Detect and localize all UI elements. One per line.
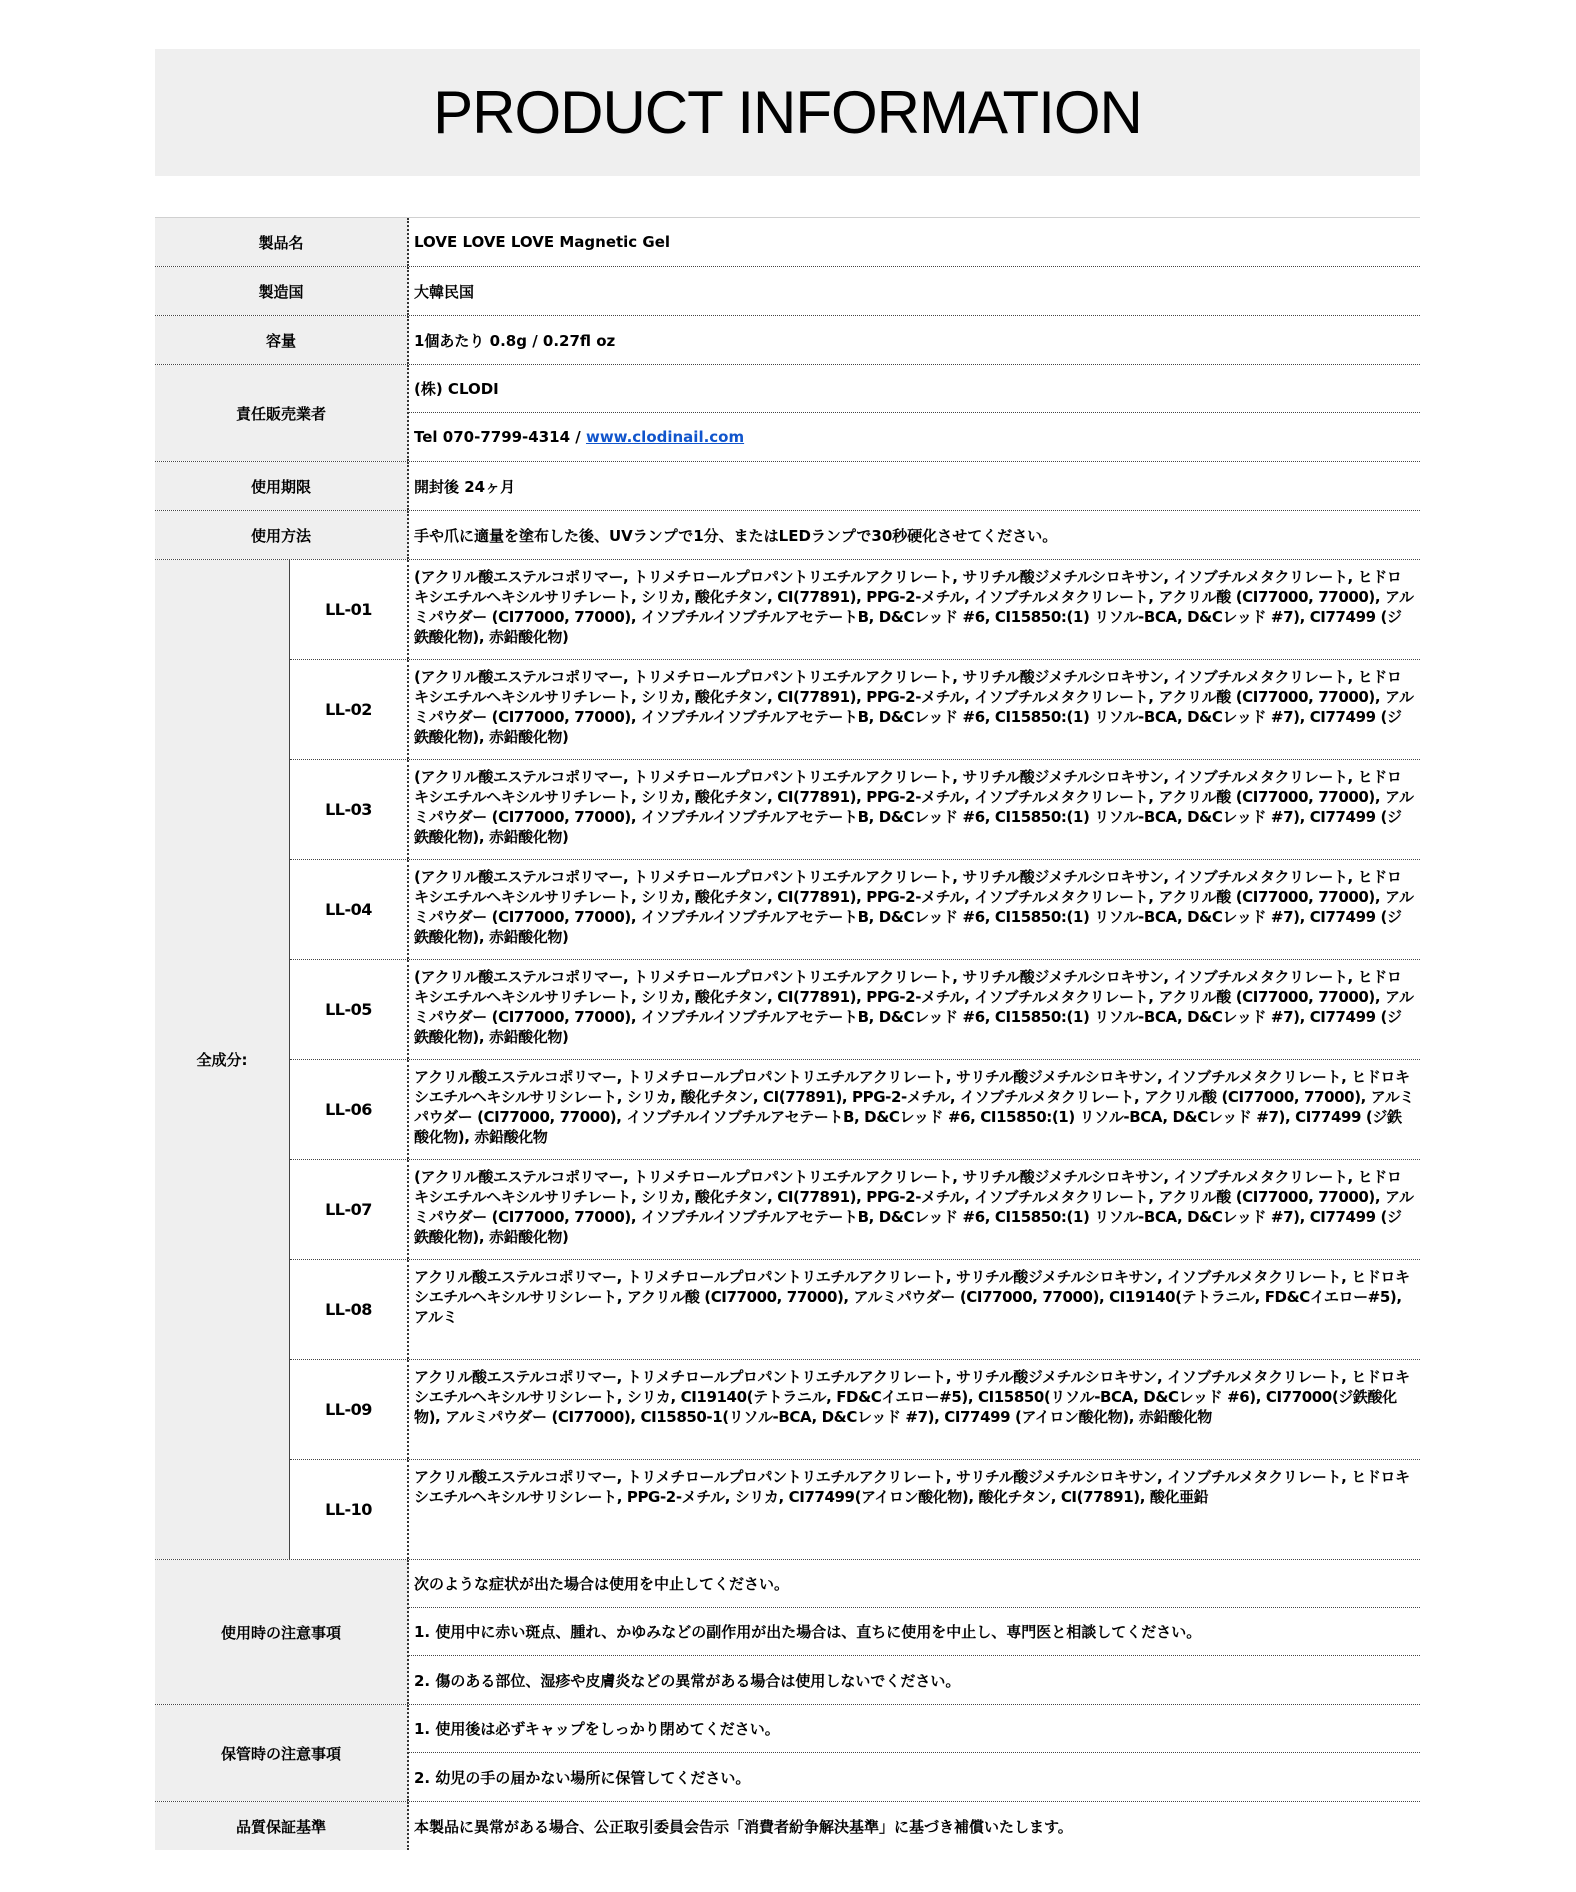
ingredient-text: (アクリル酸エステルコポリマー, トリメチロールプロパントリエチルアクリレート, サリチル酸ジメチルシロキサン, イソブチルメタクリレート, ヒドロキシエチルヘキシルサリチレート, シリカ, 酸化チタン, CI(77891), PPG-2-メチル, イソブチルメタクリレート, アクリル酸 (CI77000, 77000), アルミパウダー (CI77000, 77000), イソブチルイソブチルアセテートB, D&Cレッド #6, CI15850:(1) リソル-BCA, D&Cレッド #7), CI77499 (ジ鉄酸化物), 赤鉛酸化物) bbox=[414, 868, 1414, 946]
row-seller bbox=[155, 365, 1420, 462]
row-usage bbox=[155, 511, 1420, 560]
ingredient-text: (アクリル酸エステルコポリマー, トリメチロールプロパントリエチルアクリレート, サリチル酸ジメチルシロキサン, イソブチルメタクリレート, ヒドロキシエチルヘキシルサリチレート, シリカ, 酸化チタン, CI(77891), PPG-2-メチル, イソブチルメタクリレート, アクリル酸 (CI77000, 77000), アルミパウダー (CI77000, 77000), イソブチルイソブチルアセテートB, D&Cレッド #6, CI15850:(1) リソル-BCA, D&Cレッド #7), CI77499 (ジ鉄酸化物), 赤鉛酸化物) bbox=[414, 768, 1414, 846]
precaution-use-line: 1. 使用中に赤い斑点、腫れ、かゆみなどの副作用が出た場合は、直ちに使用を中止し、専門医と相談してください。 bbox=[409, 1608, 1420, 1656]
label-precautions-storage: 保管時の注意事項 bbox=[155, 1705, 409, 1801]
ingredient-text: アクリル酸エステルコポリマー, トリメチロールプロパントリエチルアクリレート, サリチル酸ジメチルシロキサン, イソブチルメタクリレート, ヒドロキシエチルヘキシルサリシレート, シリカ, 酸化チタン, CI(77891), PPG-2-メチル, イソブチルメタクリレート, アクリル酸 (CI77000, 77000), アルミパウダー (CI77000, 77000), イソブチルイソブチルアセテートB, D&Cレッド #6, CI15850:(1) リソル-BCA, D&Cレッド #7), CI77499 (ジ鉄酸化物), 赤鉛酸化物 bbox=[414, 1068, 1414, 1146]
ingredient-code: LL-05 bbox=[290, 960, 409, 1059]
value-usage: 手や爪に適量を塗布した後、UVランプで1分、またはLEDランプで30秒硬化させてください。 bbox=[414, 526, 1058, 545]
ingredient-code: LL-06 bbox=[290, 1060, 409, 1159]
value-country: 大韓民国 bbox=[414, 282, 475, 301]
ingredient-code: LL-07 bbox=[290, 1160, 409, 1259]
ingredient-code: LL-08 bbox=[290, 1260, 409, 1359]
label-ingredients: 全成分: bbox=[155, 560, 290, 1559]
label-quality: 品質保証基準 bbox=[155, 1802, 409, 1850]
value-seller-contact bbox=[409, 413, 1420, 461]
row-capacity bbox=[155, 316, 1420, 365]
label-expiry: 使用期限 bbox=[155, 462, 409, 510]
ingredient-code: LL-09 bbox=[290, 1360, 409, 1459]
ingredient-code: LL-03 bbox=[290, 760, 409, 859]
ingredients-list bbox=[290, 560, 1420, 1559]
label-seller: 責任販売業者 bbox=[155, 365, 409, 461]
label-product-name: 製品名 bbox=[155, 218, 409, 266]
ingredient-row bbox=[290, 1160, 1420, 1260]
row-expiry bbox=[155, 462, 1420, 511]
value-capacity: 1個あたり 0.8g / 0.27fl oz bbox=[414, 331, 616, 350]
row-precautions-use bbox=[155, 1560, 1420, 1705]
ingredient-row bbox=[290, 1060, 1420, 1160]
ingredient-code: LL-02 bbox=[290, 660, 409, 759]
product-info-table bbox=[155, 217, 1420, 1850]
row-ingredients bbox=[155, 560, 1420, 1560]
ingredient-text: アクリル酸エステルコポリマー, トリメチロールプロパントリエチルアクリレート, サリチル酸ジメチルシロキサン, イソブチルメタクリレート, ヒドロキシエチルヘキシルサリシレート, PPG-2-メチル, シリカ, CI77499(アイロン酸化物), 酸化チタン, CI(77891), 酸化亜鉛 bbox=[414, 1468, 1410, 1506]
value-seller-company: (株) CLODI bbox=[409, 365, 1420, 413]
precaution-use-line: 2. 傷のある部位、湿疹や皮膚炎などの異常がある場合は使用しないでください。 bbox=[414, 1671, 961, 1690]
page-title: PRODUCT INFORMATION bbox=[433, 79, 1142, 146]
seller-tel: Tel 070-7799-4314 / bbox=[414, 428, 586, 446]
value-product-name: LOVE LOVE LOVE Magnetic Gel bbox=[414, 233, 671, 251]
label-capacity: 容量 bbox=[155, 316, 409, 364]
row-product-name bbox=[155, 218, 1420, 267]
label-country: 製造国 bbox=[155, 267, 409, 315]
ingredient-text: (アクリル酸エステルコポリマー, トリメチロールプロパントリエチルアクリレート, サリチル酸ジメチルシロキサン, イソブチルメタクリレート, ヒドロキシエチルヘキシルサリチレート, シリカ, 酸化チタン, CI(77891), PPG-2-メチル, イソブチルメタクリレート, アクリル酸 (CI77000, 77000), アルミパウダー (CI77000, 77000), イソブチルイソブチルアセテートB, D&Cレッド #6, CI15850:(1) リソル-BCA, D&Cレッド #7), CI77499 (ジ鉄酸化物), 赤鉛酸化物) bbox=[414, 568, 1414, 646]
ingredient-row bbox=[290, 760, 1420, 860]
ingredient-row bbox=[290, 560, 1420, 660]
page-header bbox=[155, 49, 1420, 176]
value-quality: 本製品に異常がある場合、公正取引委員会告示「消費者紛争解決基準」に基づき補償いたします。 bbox=[414, 1817, 1073, 1836]
value-expiry: 開封後 24ヶ月 bbox=[414, 477, 516, 496]
precaution-storage-line: 2. 幼児の手の届かない場所に保管してください。 bbox=[414, 1768, 751, 1787]
precaution-use-line: 次のような症状が出た場合は使用を中止してください。 bbox=[409, 1560, 1420, 1608]
ingredient-row bbox=[290, 860, 1420, 960]
ingredient-text: アクリル酸エステルコポリマー, トリメチロールプロパントリエチルアクリレート, サリチル酸ジメチルシロキサン, イソブチルメタクリレート, ヒドロキシエチルヘキシルサリシレート, シリカ, CI19140(テトラニル, FD&Cイエロー#5), CI15850(リソル-BCA, D&Cレッド #6), CI77000(ジ鉄酸化物), アルミパウダー (CI77000), CI15850-1(リソル-BCA, D&Cレッド #7), CI77499 (アイロン酸化物), 赤鉛酸化物 bbox=[414, 1368, 1410, 1426]
ingredient-row bbox=[290, 1460, 1420, 1559]
ingredient-row bbox=[290, 1260, 1420, 1360]
ingredient-row bbox=[290, 660, 1420, 760]
label-usage: 使用方法 bbox=[155, 511, 409, 559]
ingredient-row bbox=[290, 1360, 1420, 1460]
ingredient-text: (アクリル酸エステルコポリマー, トリメチロールプロパントリエチルアクリレート, サリチル酸ジメチルシロキサン, イソブチルメタクリレート, ヒドロキシエチルヘキシルサリチレート, シリカ, 酸化チタン, CI(77891), PPG-2-メチル, イソブチルメタクリレート, アクリル酸 (CI77000, 77000), アルミパウダー (CI77000, 77000), イソブチルイソブチルアセテートB, D&Cレッド #6, CI15850:(1) リソル-BCA, D&Cレッド #7), CI77499 (ジ鉄酸化物), 赤鉛酸化物) bbox=[414, 668, 1414, 746]
ingredient-code: LL-10 bbox=[290, 1460, 409, 1559]
row-quality bbox=[155, 1802, 1420, 1850]
ingredient-code: LL-04 bbox=[290, 860, 409, 959]
ingredient-text: (アクリル酸エステルコポリマー, トリメチロールプロパントリエチルアクリレート, サリチル酸ジメチルシロキサン, イソブチルメタクリレート, ヒドロキシエチルヘキシルサリチレート, シリカ, 酸化チタン, CI(77891), PPG-2-メチル, イソブチルメタクリレート, アクリル酸 (CI77000, 77000), アルミパウダー (CI77000, 77000), イソブチルイソブチルアセテートB, D&Cレッド #6, CI15850:(1) リソル-BCA, D&Cレッド #7), CI77499 (ジ鉄酸化物), 赤鉛酸化物) bbox=[414, 1168, 1414, 1246]
ingredient-text: (アクリル酸エステルコポリマー, トリメチロールプロパントリエチルアクリレート, サリチル酸ジメチルシロキサン, イソブチルメタクリレート, ヒドロキシエチルヘキシルサリチレート, シリカ, 酸化チタン, CI(77891), PPG-2-メチル, イソブチルメタクリレート, アクリル酸 (CI77000, 77000), アルミパウダー (CI77000, 77000), イソブチルイソブチルアセテートB, D&Cレッド #6, CI15850:(1) リソル-BCA, D&Cレッド #7), CI77499 (ジ鉄酸化物), 赤鉛酸化物) bbox=[414, 968, 1414, 1046]
ingredient-text: アクリル酸エステルコポリマー, トリメチロールプロパントリエチルアクリレート, サリチル酸ジメチルシロキサン, イソブチルメタクリレート, ヒドロキシエチルヘキシルサリシレート, アクリル酸 (CI77000, 77000), アルミパウダー (CI77000, 77000), CI19140(テトラニル, FD&Cイエロー#5), アルミ bbox=[414, 1268, 1410, 1326]
row-country bbox=[155, 267, 1420, 316]
row-precautions-storage bbox=[155, 1705, 1420, 1802]
label-precautions-use: 使用時の注意事項 bbox=[155, 1560, 409, 1704]
seller-website-link[interactable]: www.clodinail.com bbox=[585, 428, 745, 446]
ingredient-row bbox=[290, 960, 1420, 1060]
precaution-storage-line: 1. 使用後は必ずキャップをしっかり閉めてください。 bbox=[409, 1705, 1420, 1753]
ingredient-code: LL-01 bbox=[290, 560, 409, 659]
